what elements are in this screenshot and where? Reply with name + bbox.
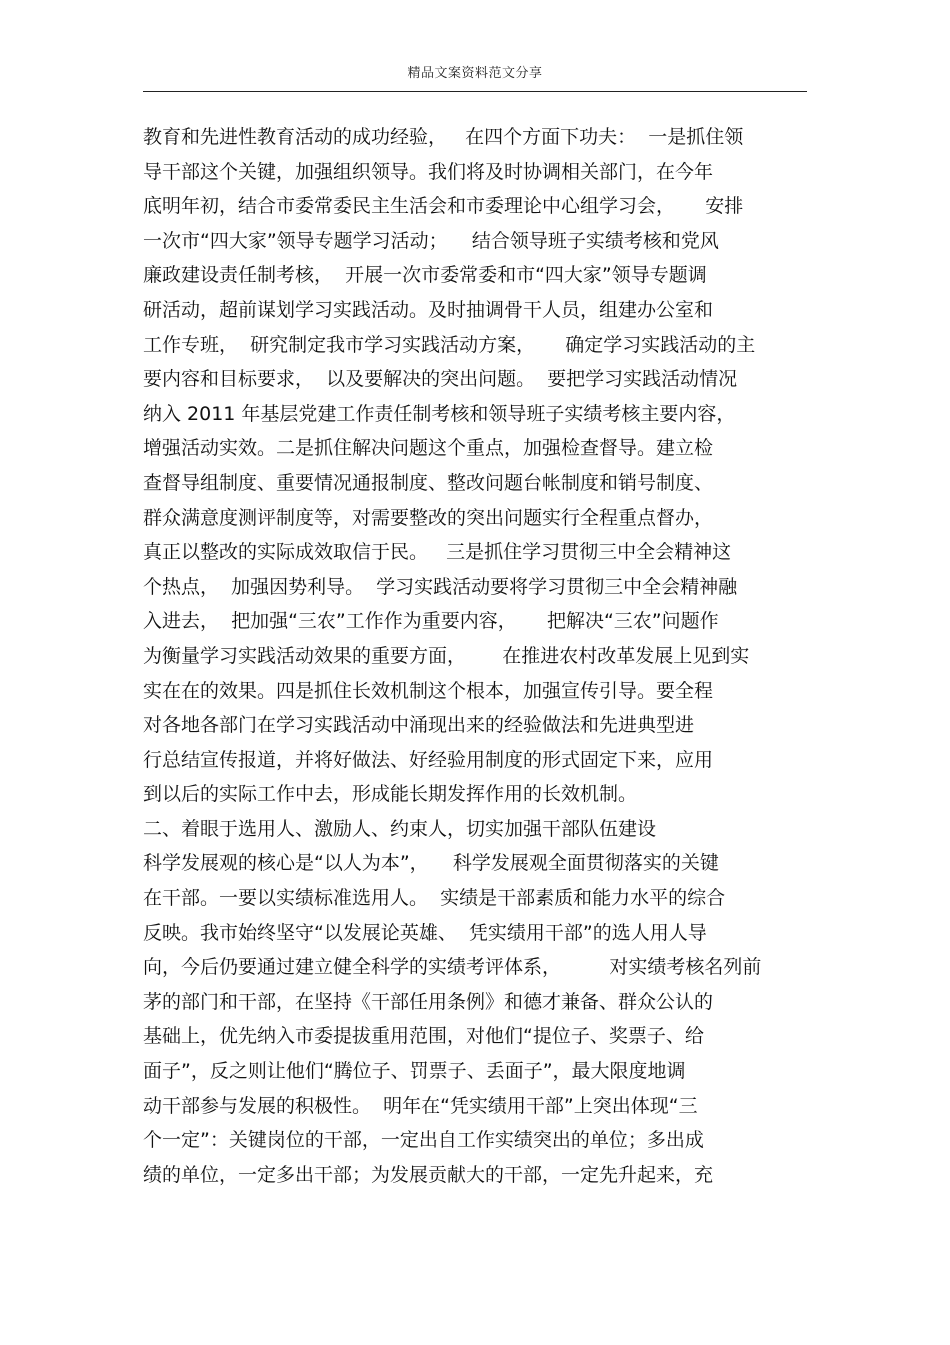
- text-line: 入进去， 把加强“三农”工作作为重要内容， 把解决“三农”问题作: [143, 610, 719, 633]
- text-line: 纳入 2011 年基层党建工作责任制考核和领导班子实绩考核主要内容，: [143, 402, 736, 425]
- text-line: 动干部参与发展的积极性。 明年在“凭实绩用干部”上突出体现“三: [143, 1094, 698, 1117]
- text-line: 真正以整改的实际成效取信于民。 三是抓住学习贯彻三中全会精神这: [143, 541, 732, 564]
- header-divider: [143, 91, 807, 92]
- text-line: 为衡量学习实践活动效果的重要方面， 在推进农村改革发展上见到实: [143, 644, 750, 667]
- text-line: 对各地各部门在学习实践活动中涌现出来的经验做法和先进典型进: [143, 714, 695, 737]
- text-line: 底明年初，结合市委常委民主生活会和市委理论中心组学习会， 安排: [143, 195, 744, 218]
- text-line: 绩的单位，一定多出干部；为发展贡献大的干部，一定先升起来，充: [143, 1163, 714, 1186]
- text-line: 导干部这个关键，加强组织领导。我们将及时协调相关部门，在今年: [143, 160, 714, 183]
- text-line: 到以后的实际工作中去，形成能长期发挥作用的长效机制。: [143, 783, 638, 806]
- text-line: 工作专班， 研究制定我市学习实践活动方案， 确定学习实践活动的主: [143, 333, 756, 356]
- text-line: 在干部。一要以实绩标准选用人。 实绩是干部素质和能力水平的综合: [143, 887, 726, 910]
- text-line: 增强活动实效。二是抓住解决问题这个重点，加强检查督导。建立检: [143, 437, 714, 460]
- text-line: 查督导组制度、重要情况通报制度、整改问题台帐制度和销号制度、: [143, 471, 714, 494]
- document-body: [143, 120, 823, 1192]
- page-header: 精品文案资料范文分享: [407, 66, 543, 81]
- text-line: 行总结宣传报道，并将好做法、好经验用制度的形式固定下来，应用: [143, 748, 714, 771]
- text-line: 基础上，优先纳入市委提拔重用范围，对他们“提位子、奖票子、给: [143, 1025, 704, 1048]
- text-line: 一次市“四大家”领导专题学习活动； 结合领导班子实绩考核和党风: [143, 229, 719, 252]
- text-line: 群众满意度测评制度等，对需要整改的突出问题实行全程重点督办，: [143, 506, 714, 529]
- text-line: 研活动，超前谋划学习实践活动。及时抽调骨干人员，组建办公室和: [143, 298, 714, 321]
- text-line: 个一定”：关键岗位的干部，一定出自工作实绩突出的单位；多出成: [143, 1129, 704, 1152]
- text-line: 廉政建设责任制考核， 开展一次市委常委和市“四大家”领导专题调: [143, 264, 707, 287]
- text-line: 实在在的效果。四是抓住长效机制这个根本，加强宣传引导。要全程: [143, 679, 714, 702]
- text-line: 向，今后仍要通过建立健全科学的实绩考评体系， 对实绩考核名列前: [143, 956, 762, 979]
- text-line: 教育和先进性教育活动的成功经验， 在四个方面下功夫： 一是抓住领: [143, 126, 744, 148]
- text-line: 茅的部门和干部，在坚持《干部任用条例》和德才兼备、群众公认的: [143, 990, 714, 1013]
- text-line: 二、着眼于选用人、激励人、约束人，切实加强干部队伍建设: [143, 817, 657, 840]
- text-line: 科学发展观的核心是“以人为本”， 科学发展观全面贯彻落实的关键: [143, 852, 719, 875]
- text-line: 反映。我市始终坚守“以发展论英雄、 凭实绩用干部”的选人用人导: [143, 921, 707, 944]
- text-line: 要内容和目标要求， 以及要解决的突出问题。 要把学习实践活动情况: [143, 368, 738, 391]
- text-line: 个热点， 加强因势利导。 学习实践活动要将学习贯彻三中全会精神融: [143, 575, 738, 598]
- text-line: 面子”，反之则让他们“腾位子、罚票子、丢面子”，最大限度地调: [143, 1060, 686, 1083]
